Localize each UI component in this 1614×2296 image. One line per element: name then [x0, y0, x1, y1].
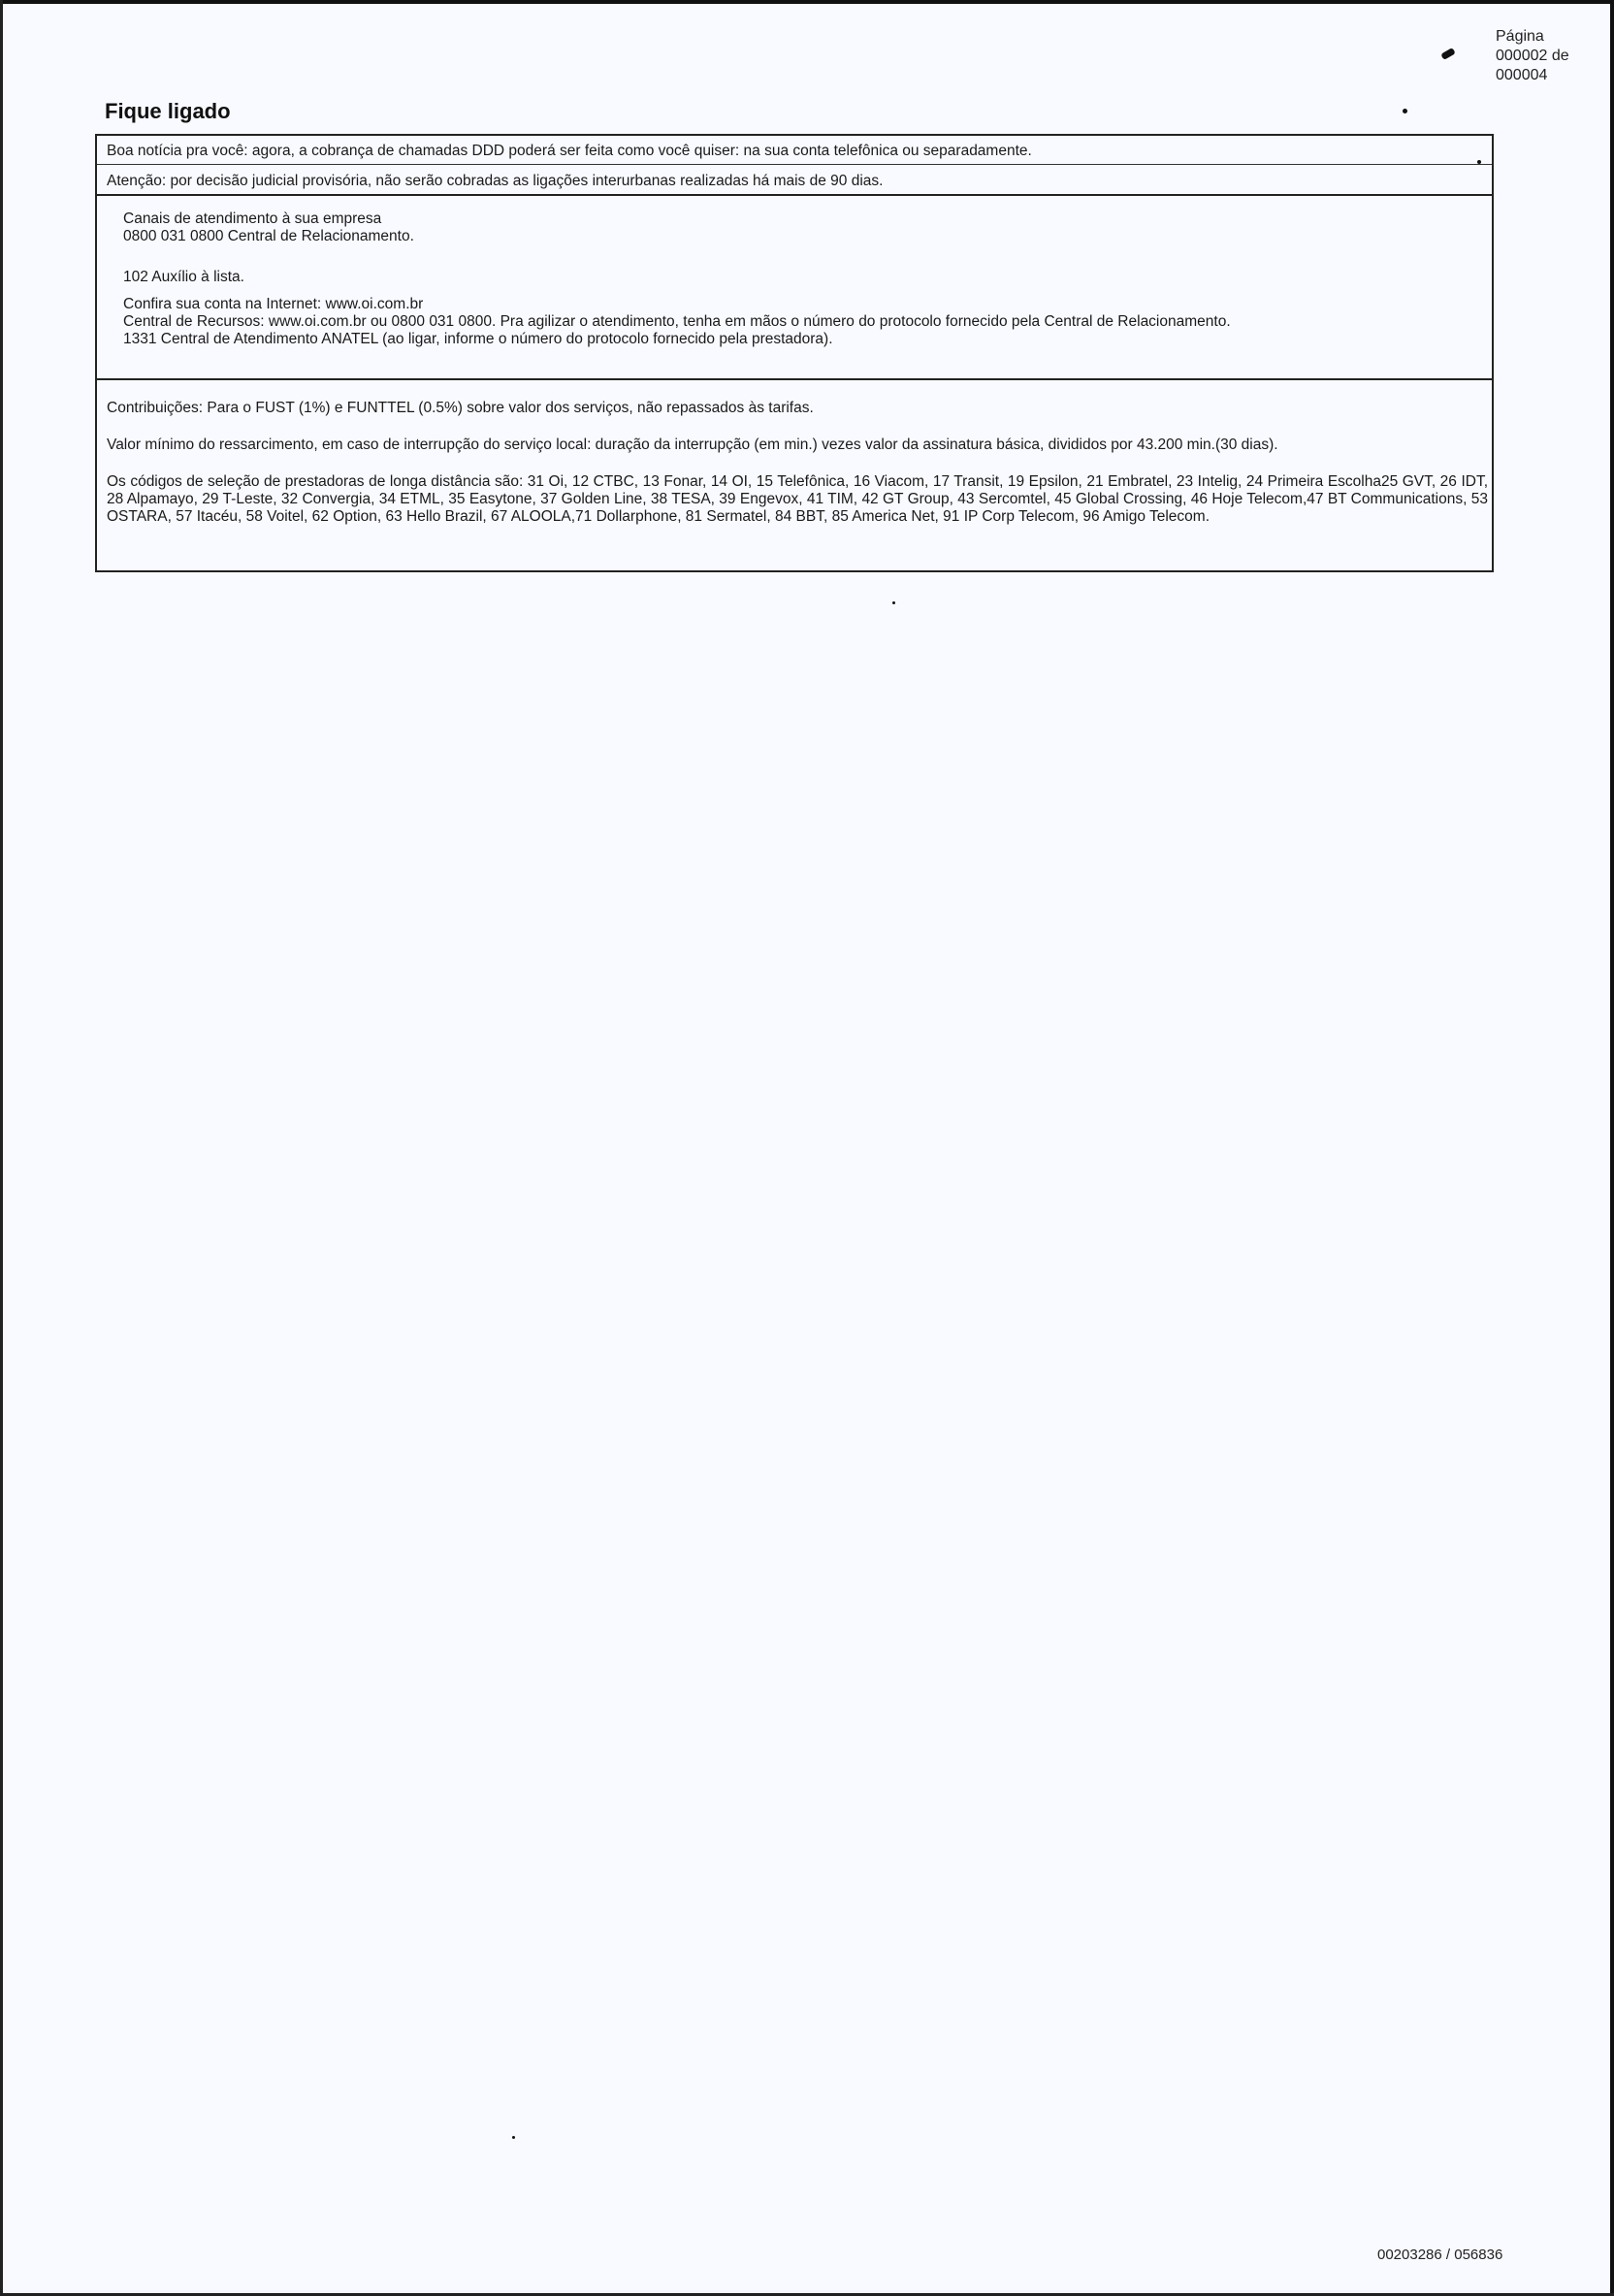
page-indicator — [1496, 27, 1569, 85]
scan-border-right — [1610, 0, 1614, 2296]
scan-border-top — [0, 0, 1614, 4]
scan-border-left — [0, 0, 3, 2296]
contact-directory: 102 Auxílio à lista. — [123, 269, 244, 285]
document-code: 00203286 / 056836 — [1377, 2247, 1503, 2263]
contact-internet: Confira sua conta na Internet: www.oi.com.br — [123, 296, 424, 312]
notice-judicial: Atenção: por decisão judicial provisória, não serão cobradas as ligações interurbanas realizadas há mais de 90 dias. — [107, 173, 884, 189]
contact-anatel: 1331 Central de Atendimento ANATEL (ao ligar, informe o número do protocolo fornecido pela prestadora). — [123, 331, 833, 347]
contact-phone: 0800 031 0800 Central de Relacionamento. — [123, 228, 414, 244]
contact-channels-title: Canais de atendimento à sua empresa — [123, 210, 382, 227]
info-contribuicoes: Contribuições: Para o FUST (1%) e FUNTTEL (0.5%) sobre valor dos serviços, não repassados às tarifas. — [107, 400, 814, 416]
info-box — [95, 378, 1494, 572]
section-title: Fique ligado — [105, 99, 231, 123]
info-ressarcimento: Valor mínimo do ressarcimento, em caso de interrupção do serviço local: duração da interrupção (em min.) vezes valor da assinatura básica, divididos por 43.200 min.(30 dias). — [107, 437, 1278, 453]
scan-speck — [512, 2136, 515, 2139]
page-indicator-total: 000004 — [1496, 67, 1548, 83]
page-indicator-label: Página — [1496, 28, 1544, 45]
contact-box — [95, 194, 1494, 380]
notice-ddd: Boa notícia pra você: agora, a cobrança de chamadas DDD poderá ser feita como você quiser: na sua conta telefônica ou separadamente. — [107, 143, 1032, 159]
info-codigos-prestadoras: Os códigos de seleção de prestadoras de longa distância são: 31 Oi, 12 CTBC, 13 Fonar, 14 OI, 15 Telefônica, 16 Viacom, 17 Transit, 19 Epsilon, 21 Embratel, 23 Intelig, 24 Primeira Escolha25 GVT, 26 IDT, 28 Alpamayo, 29 T-Leste, 32 Convergia, 34 ETML, 35 Easytone, 37 Golden Line, 38 TESA, 39 Engevox, 41 TIM, 42 GT Group, 43 Sercomtel, 45 Global Crossing, 46 Hoje Telecom,47 BT Communications, 53 OSTARA, 57 Itacéu, 58 Voitel, 62 Option, 63 Hello Brazil, 67 ALOOLA,71 Dollarphone, 81 Sermatel, 84 BBT, 85 America Net, 91 IP Corp Telecom, 96 Amigo Telecom. — [107, 473, 1488, 525]
scan-speck — [1440, 48, 1456, 60]
contact-resources: Central de Recursos: www.oi.com.br ou 0800 031 0800. Pra agilizar o atendimento, tenha em mãos o número do protocolo fornecido pela Central de Relacionamento. — [123, 313, 1231, 330]
scan-speck — [1403, 109, 1407, 113]
divider — [97, 164, 1492, 165]
contact-online — [123, 296, 1231, 348]
notice-box — [95, 134, 1494, 196]
contact-channels — [123, 210, 414, 245]
scan-speck — [892, 601, 895, 604]
page-indicator-current: 000002 de — [1496, 48, 1569, 64]
